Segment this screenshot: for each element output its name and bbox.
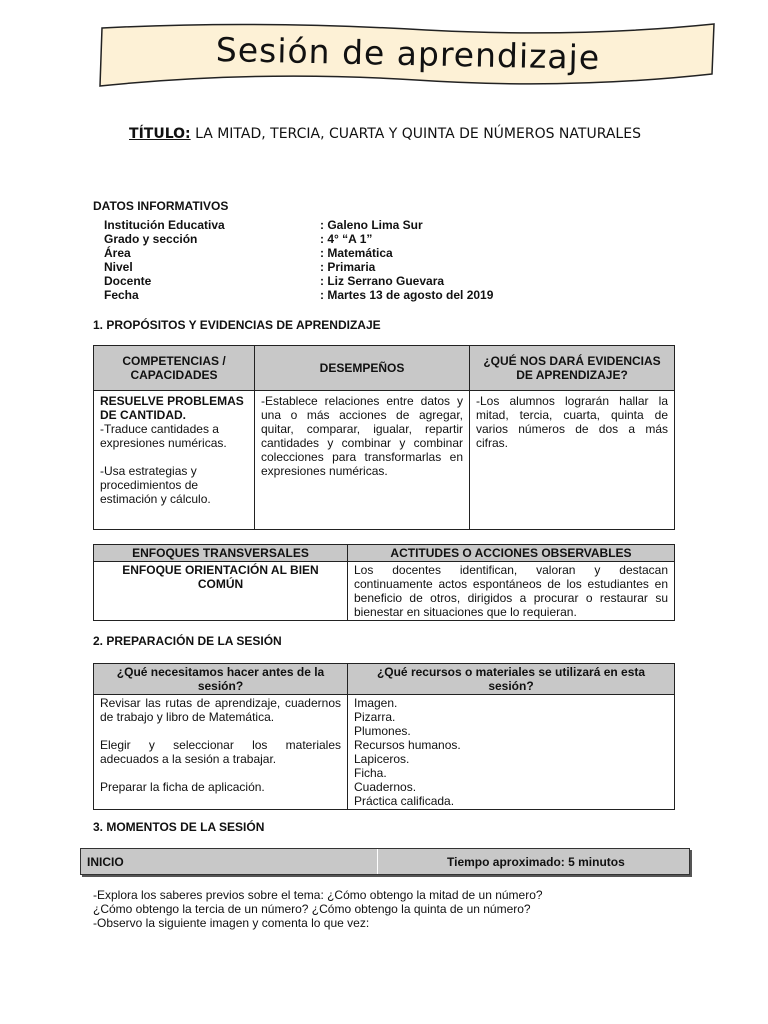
recurso-item: Ficha. — [354, 766, 387, 780]
datos-key: Fecha — [104, 288, 139, 302]
datos-row — [104, 260, 493, 274]
table-row — [94, 562, 675, 621]
antes-item: Revisar las rutas de aprendizaje, cuadernos de trabajo y libro de Matemática. — [100, 696, 341, 724]
purposes-table — [93, 345, 675, 530]
recurso-item: Lapiceros. — [354, 752, 410, 766]
competencias-cell — [94, 391, 255, 530]
datos-value: : Galeno Lima Sur — [320, 218, 423, 232]
recurso-item: Pizarra. — [354, 710, 396, 724]
datos-heading: DATOS INFORMATIVOS — [93, 199, 229, 213]
recurso-item: Imagen. — [354, 696, 398, 710]
header-actitudes: ACTITUDES O ACCIONES OBSERVABLES — [348, 545, 675, 562]
header-competencias: COMPETENCIAS / CAPACIDADES — [94, 346, 255, 391]
datos-key: Docente — [104, 274, 152, 288]
capacidad-2: -Usa estrategias y procedimientos de estimación y cálculo. — [100, 464, 211, 506]
antes-cell — [94, 695, 348, 810]
datos-key: Institución Educativa — [104, 218, 225, 232]
enfoques-table — [93, 544, 675, 621]
recurso-item: Recursos humanos. — [354, 738, 461, 752]
table-header-row — [94, 346, 675, 391]
datos-value: : 4° “A 1” — [320, 232, 373, 246]
datos-value: : Primaria — [320, 260, 376, 274]
section-3-heading: 3. MOMENTOS DE LA SESIÓN — [93, 820, 265, 834]
header-antes: ¿Qué necesitamos hacer antes de la sesión? — [94, 664, 348, 695]
banner-title: Sesión de aprendizaje — [215, 29, 601, 78]
section-2-heading: 2. PREPARACIÓN DE LA SESIÓN — [93, 634, 282, 648]
recursos-cell — [348, 695, 675, 810]
title-label: TÍTULO: — [129, 126, 191, 142]
capacidad-1: -Traduce cantidades a expresiones numéricas. — [100, 422, 227, 450]
datos-row — [104, 246, 493, 260]
datos-row — [104, 288, 493, 302]
inicio-label: INICIO — [87, 855, 124, 869]
header-evidencias: ¿QUÉ NOS DARÁ EVIDENCIAS DE APRENDIZAJE? — [470, 346, 675, 391]
inicio-body — [93, 888, 543, 930]
actitud-cell: Los docentes identifican, valoran y destacan continuamente actos espontáneos de los estudiantes en beneficio de otros, dirigidos a procurar o restaurar su bienestar en situaciones que lo requieran. — [348, 562, 675, 621]
datos-value: : Matemática — [320, 246, 393, 260]
table-header-row — [94, 545, 675, 562]
datos-row — [104, 274, 493, 288]
title-banner — [96, 20, 720, 90]
desempenos-cell: -Establece relaciones entre datos y una o más acciones de agregar, quitar, comparar, igualar, repartir cantidades y combinar y combinar colecciones para transformarlas en expresiones numéricas. — [255, 391, 470, 530]
datos-row — [104, 232, 493, 246]
datos-list — [104, 218, 493, 302]
antes-item: Preparar la ficha de aplicación. — [100, 780, 265, 794]
table-row — [94, 695, 675, 810]
body-line: -Observo la siguiente imagen y comenta lo que vez: — [93, 916, 370, 930]
header-enfoques: ENFOQUES TRANSVERSALES — [94, 545, 348, 562]
tiempo-label: Tiempo aproximado: 5 minutos — [447, 855, 625, 869]
datos-row — [104, 218, 493, 232]
header-desempenos: DESEMPEÑOS — [255, 346, 470, 391]
datos-value: : Martes 13 de agosto del 2019 — [320, 288, 494, 302]
table-header-row — [94, 664, 675, 695]
section-1-heading: 1. PROPÓSITOS Y EVIDENCIAS DE APRENDIZAJE — [93, 318, 381, 332]
recurso-item: Plumones. — [354, 724, 411, 738]
session-title — [120, 124, 650, 144]
inicio-bar — [80, 848, 690, 875]
recurso-item: Práctica calificada. — [354, 794, 455, 808]
table-row — [94, 391, 675, 530]
title-text: LA MITAD, TERCIA, CUARTA Y QUINTA DE NÚMEROS NATURALES — [195, 126, 641, 142]
preparation-table — [93, 663, 675, 810]
body-line: ¿Cómo obtengo la tercia de un número? ¿Cómo obtengo la quinta de un número? — [93, 902, 531, 916]
datos-key: Área — [104, 246, 131, 260]
antes-item: Elegir y seleccionar los materiales adecuados a la sesión a trabajar. — [100, 738, 341, 766]
recurso-item: Cuadernos. — [354, 780, 417, 794]
body-line: -Explora los saberes previos sobre el tema: ¿Cómo obtengo la mitad de un número? — [93, 888, 543, 902]
enfoque-cell: ENFOQUE ORIENTACIÓN AL BIEN COMÚN — [94, 562, 348, 621]
evidencias-cell: -Los alumnos lograrán hallar la mitad, tercia, cuarta, quinta de varios números de dos a más cifras. — [470, 391, 675, 530]
datos-value: : Liz Serrano Guevara — [320, 274, 445, 288]
competencia-text: RESUELVE PROBLEMAS DE CANTIDAD. — [100, 394, 244, 422]
datos-key: Grado y sección — [104, 232, 198, 246]
header-recursos: ¿Qué recursos o materiales se utilizará en esta sesión? — [348, 664, 675, 695]
datos-key: Nivel — [104, 260, 133, 274]
